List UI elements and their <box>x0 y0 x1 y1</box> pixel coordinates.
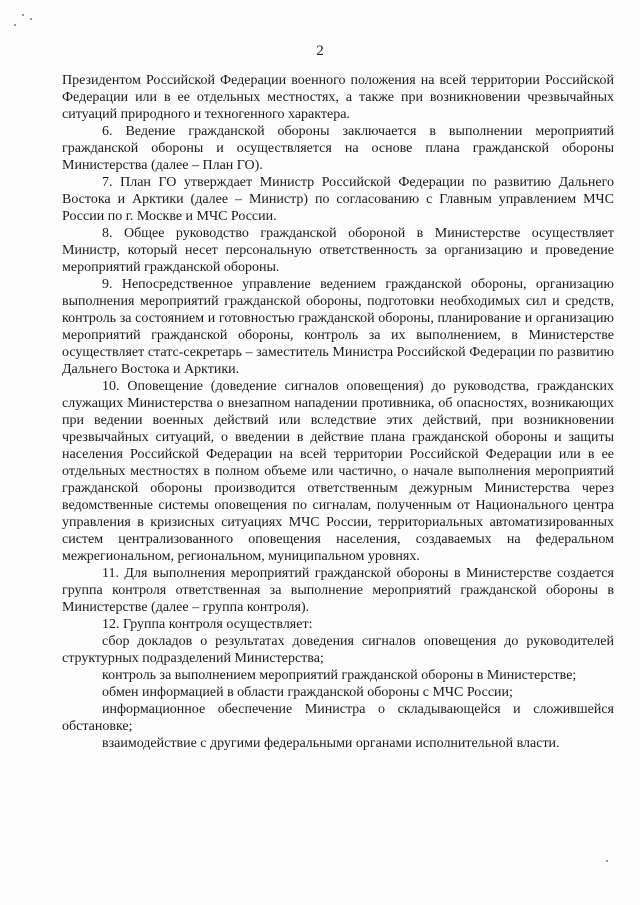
page-number: 2 <box>316 43 324 59</box>
list-item-interaction: взаимодействие с другими федеральными органами исполнительной власти. <box>102 736 560 751</box>
paragraph-continuation: Президентом Российской Федерации военного положения на всей территории Российской Федерации или в ее отдельных местностях, а также при возникновении чрезвычайных ситуаций природного и техногенного характера. <box>62 73 614 122</box>
paragraph-6: 6. Ведение гражданской обороны заключается в выполнении мероприятий гражданской обороны и осуществляется на основе плана гражданской обороны Министерства (далее – План ГО). <box>62 124 614 173</box>
paragraph-9: 9. Непосредственное управление ведением гражданской обороны, организацию выполнения мероприятий гражданской обороны, подготовки необходимых сил и средств, контроль за состоянием и готовностью гражданской обороны, планирование и организацию мероприятий гражданской обороны, контроль за их выполнением, в Министерстве осуществляет статс-секретарь – заместитель Министра Российской Федерации по развитию Дальнего Востока и Арктики. <box>62 277 614 377</box>
document-body <box>62 72 614 752</box>
list-item-information: информационное обеспечение Министра о складывающейся и сложившейся обстановке; <box>62 702 614 734</box>
paragraph-7: 7. План ГО утверждает Министр Российской Федерации по развитию Дальнего Востока и Арктики (далее – Министр) по согласованию с Главным управлением МЧС России по г. Москве и МЧС России. <box>62 175 614 224</box>
list-item-control: контроль за выполнением мероприятий гражданской обороны в Министерстве; <box>102 668 577 683</box>
paragraph-8: 8. Общее руководство гражданской обороной в Министерстве осуществляет Министр, который несет персональную ответственность за организацию и проведение мероприятий гражданской обороны. <box>62 226 614 275</box>
paragraph-12: 12. Группа контроля осуществляет: <box>102 617 313 632</box>
paragraph-11: 11. Для выполнения мероприятий гражданской обороны в Министерстве создается группа контроля ответственная за выполнение мероприятий гражданской обороны в Министерстве (далее – группа контроля). <box>62 566 614 615</box>
list-item-reports: сбор докладов о результатах доведения сигналов оповещения до руководителей структурных подразделений Министерства; <box>62 634 614 666</box>
paragraph-10: 10. Оповещение (доведение сигналов оповещения) до руководства, гражданских служащих Министерства о внезапном нападении противника, об опасностях, возникающих при ведении военных действий или вследствие этих действий, при возникновении чрезвычайных ситуаций, о введении в действие плана гражданской обороны и защиты населения Российской Федерации на всей территории Российской Федерации или в ее отдельных местностях в полном объеме или частично, о начале выполнения мероприятий гражданской обороны производится ответственным дежурным Министерства через ведомственные системы оповещения по сигналам, полученным от Национального центра управления в кризисных ситуациях МЧС России, территориальных автоматизированных систем централизованного оповещения населения, создаваемых на федеральном межрегиональном, региональном, муниципальном уровнях. <box>62 379 614 564</box>
list-item-exchange: обмен информацией в области гражданской обороны с МЧС России; <box>102 685 513 700</box>
